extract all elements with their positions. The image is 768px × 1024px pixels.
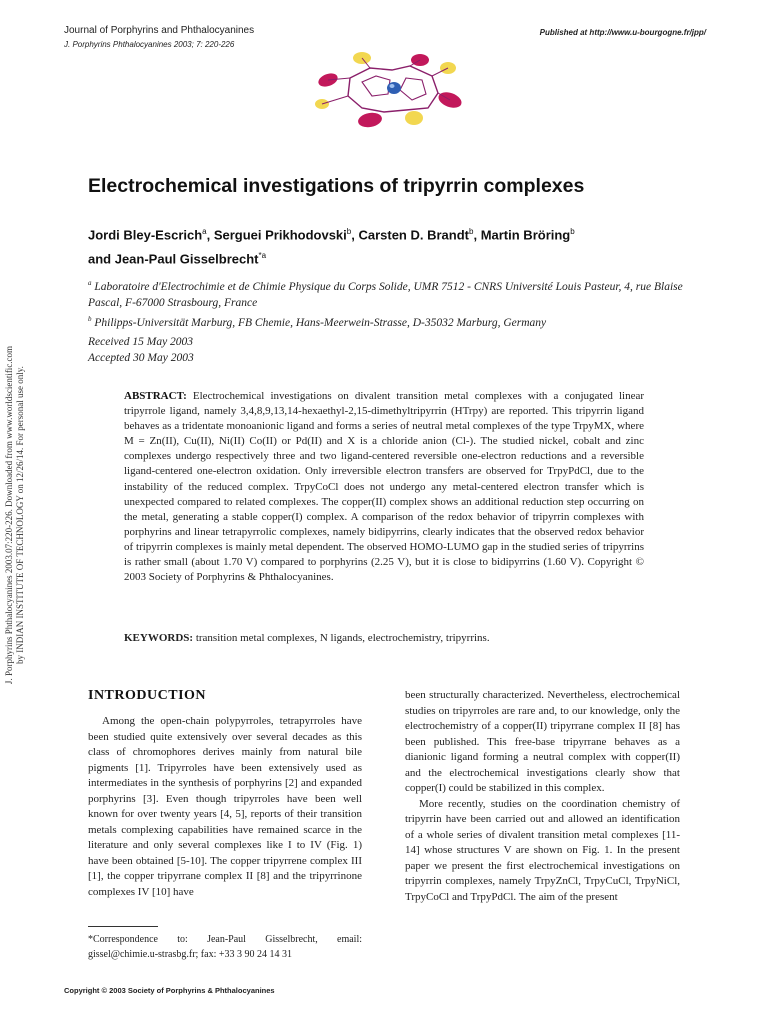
abstract-label: ABSTRACT: (124, 390, 187, 402)
accepted-date: Accepted 30 May 2003 (88, 352, 194, 364)
copyright-line: Copyright © 2003 Society of Porphyrins & Phthalocyanines (64, 986, 275, 995)
body-column-left (88, 714, 362, 900)
author-name: Martin Bröring (480, 227, 571, 243)
journal-citation: J. Porphyrins Phthalocyanines 2003; 7: 220-226 (64, 40, 235, 49)
keywords-label: KEYWORDS: (124, 632, 194, 644)
keywords-text: transition metal complexes, N ligands, electrochemistry, tripyrrins. (195, 632, 490, 644)
author-name: Serguei Prikhodovski (213, 227, 347, 243)
footnote-divider (88, 926, 158, 927)
download-side-note (0, 315, 30, 715)
received-date: Received 15 May 2003 (88, 336, 194, 348)
affiliation-b (88, 311, 688, 331)
article-title: Electrochemical investigations of tripyrrin complexes (88, 175, 585, 197)
affiliations (88, 275, 688, 331)
journal-name: Journal of Porphyrins and Phthalocyanines (64, 25, 255, 36)
author-name: Carsten D. Brandt (358, 227, 469, 243)
affiliation-mark: a (88, 279, 92, 287)
keywords (124, 632, 644, 644)
correspondence-footnote: *Correspondence to: Jean-Paul Gisselbrecht, email: gissel@chimie.u-strasbg.fr; fax: +33 3 90 24 14 31 (88, 934, 362, 960)
paragraph: been structurally characterized. Nevertheless, electrochemical studies on tripyrroles are rare and, to our knowledge, only the electrochemistry of a copper(II) tripyrrane complex II [8] has been published. This free-base tripyrrane behaves as a dianionic ligand forming a neutral complex with copper(II) and the electrochemical investigations clearly show that copper(I) could be stabilized in this complex. (405, 689, 680, 794)
published-url[interactable]: Published at http://www.u-bourgogne.fr/jpp/ (539, 28, 706, 37)
download-side-text (4, 315, 26, 715)
paragraph: More recently, studies on the coordination chemistry of tripyrrin have been carried out and allowed an identification of a whole series of divalent transition metal complexes [11-14] whose structures V are shown on Fig. 1. In the present paper we present the first electrochemical investigations on tripyrrin complexes, namely TrpyZnCl, TrpyCuCl, TrpyNiCl, TrpyCoCl and TrpyPdCl. The aim of the present (405, 797, 680, 903)
author-name: Jordi Bley-Escrich (88, 227, 203, 243)
affiliation-text: Laboratoire d'Electrochimie et de Chimie Physique du Corps Solide, UMR 7512 - CNRS Université Louis Pasteur, 4, rue Blaise Pascal, F-67000 Strasbourg, France (88, 280, 683, 309)
author-affiliation-mark: *a (258, 251, 267, 261)
paragraph: Among the open-chain polypyrroles, tetrapyrroles have been studied quite extensively over several decades as this class of chromophores derives mainly from natural bile pigments [1]. Tripyrroles have been extensively used as intermediates in the synthesis of porphyrins [2] and expanded porphyrins [3]. Even though tripyrroles have been well known for over twenty years [4, 5], reports of their transition metals complexing capabilities have remained scarce in the literature and only several complexes like I to IV (Fig. 1) have been obtained [5-10]. The copper tripyrrene complex III [1], the copper tripyrrane complex II [8] and the tripyrrinone complexes IV [10] have (88, 715, 362, 898)
affiliation-text: Philipps-Universität Marburg, FB Chemie, Hans-Meerwein-Strasse, D-35032 Marburg, Germany (94, 316, 547, 329)
body-column-right (405, 688, 680, 905)
affiliation-a (88, 275, 688, 311)
author-affiliation-mark: a (202, 227, 207, 236)
side-note-line: by INDIAN INSTITUTE OF TECHNOLOGY on 12/26/14. For personal use only. (15, 366, 25, 664)
author-name: and Jean-Paul Gisselbrecht (88, 251, 259, 267)
abstract (124, 389, 644, 585)
side-note-line: J. Porphyrins Phthalocyanines 2003.07:220-226. Downloaded from www.worldscientific.com (4, 345, 14, 685)
abstract-text: Electrochemical investigations on divalent transition metal complexes with a conjugated linear tripyrrole ligand, namely 3,4,8,9,13,14-hexaethyl-2,15-dimethyltripyrrin (HTrpy) are reported. This tripyrrin ligand behaves as a tridentate monoanionic ligand and forms a series of neutral metal complexes of the type TrpyMX, where M = Zn(II), Cu(II), Ni(II) Co(II) or Pd(II) and X is a chloride anion (Cl-). The studied nickel, cobalt and zinc complexes undergo respectively three and two ligand-centered reversible one-electron reductions and a reversible ligand-centered one-electron oxidation. Only irreversible electron transfers are observed for TrpyPdCl, due to the instability of the reduced complex. TrpyCoCl does not undergo any metal-centered electron transfer which is unexpected compared to related complexes. The copper(II) complex shows an additional reduction step occurring on the metal, generating a stable copper(I) complex. A comparison of the redox behavior of tripyrrin complexes with porphyrins and linear tetrapyrrolic complexes, namely bidipyrrins, clearly indicates that the observed redox behavior of tripyrrin complexes is mainly metal dependent. The observed HOMO-LUMO gap in the studied series of tripyrrins is rather small (about 1.70 V) compared to porphyrins (2.25 V), but it is close to bidipyrrins (1.60 V). Copyright © 2003 Society of Porphyrins & Phthalocyanines. (124, 390, 645, 584)
author-affiliation-mark: b (570, 227, 575, 236)
author-list: Jordi Bley-Escrich$^a$, Serguei Prikhodovski$^b$, Carsten D. Brandt$^b$, Martin Bröring$^b$ and Jean-Paul Gisselbrecht$^{*a}$ (88, 227, 575, 267)
article-dates (88, 334, 194, 366)
porphyrin-logo (310, 48, 470, 138)
author-affiliation-mark: b (469, 227, 474, 236)
porphyrin-molecule-icon (315, 52, 464, 129)
author-affiliation-mark: b (346, 227, 352, 236)
section-heading-introduction: INTRODUCTION (88, 688, 207, 703)
affiliation-mark: b (88, 314, 92, 323)
